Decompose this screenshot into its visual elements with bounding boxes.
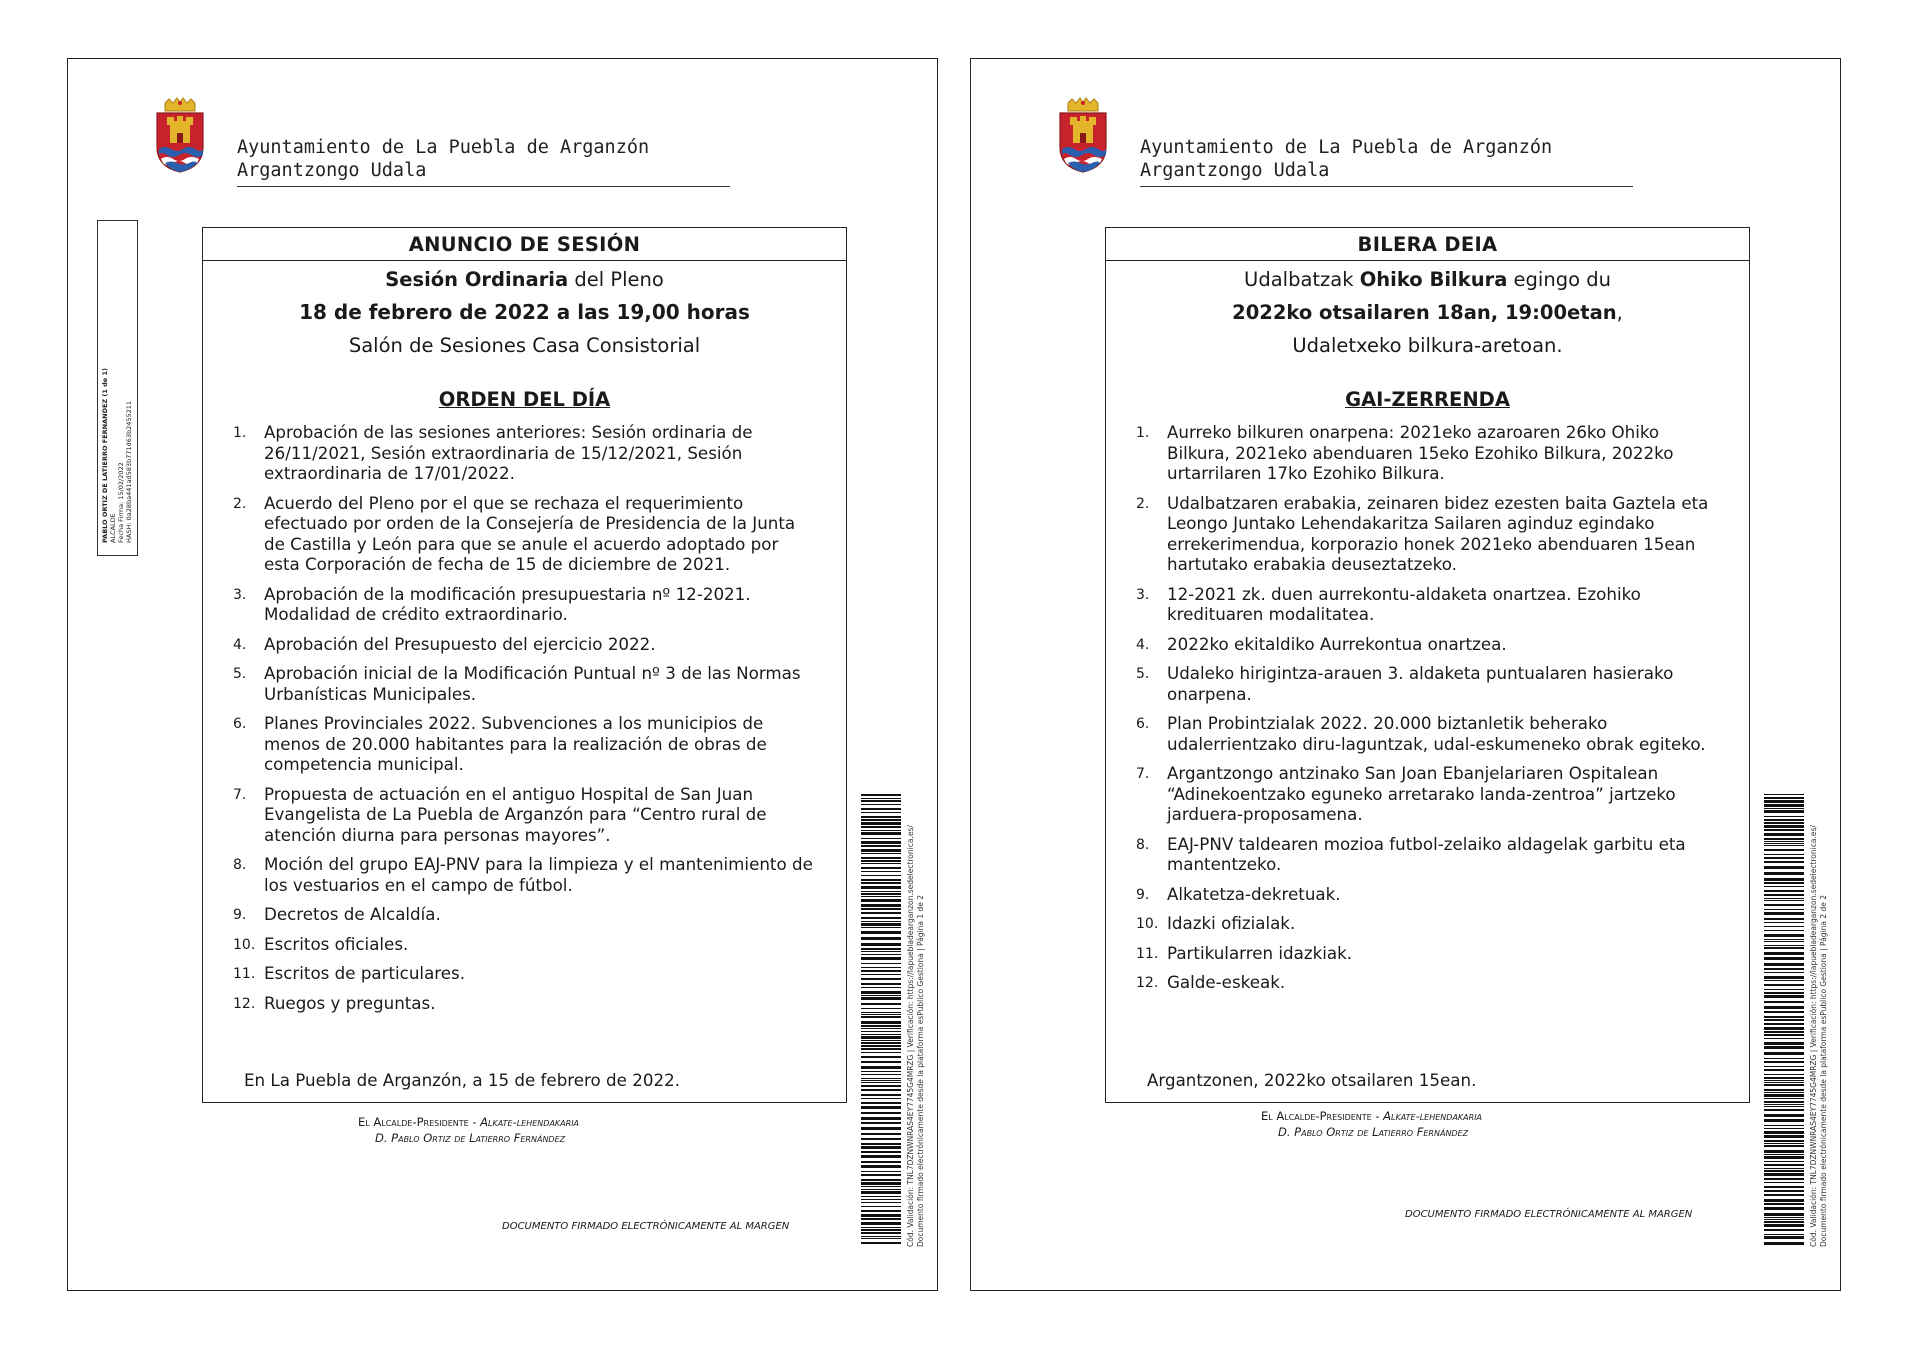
barcode-bar bbox=[1764, 963, 1804, 966]
barcode-bar bbox=[1764, 838, 1804, 840]
barcode-bar bbox=[1764, 1082, 1804, 1083]
barcode-bar bbox=[861, 1242, 901, 1244]
barcode-bar bbox=[1764, 1199, 1804, 1202]
barcode-bar bbox=[861, 808, 901, 810]
barcode-bar bbox=[861, 830, 901, 831]
barcode-bar bbox=[861, 1034, 901, 1035]
barcode-bar bbox=[861, 1112, 901, 1114]
barcode-bar bbox=[861, 1222, 901, 1225]
barcode-bar bbox=[861, 923, 901, 926]
barcode-bar bbox=[861, 1012, 901, 1013]
barcode-bar bbox=[1764, 1125, 1804, 1126]
barcode-bar bbox=[1764, 1135, 1804, 1138]
barcode-bar bbox=[1764, 1207, 1804, 1210]
session-place: Salón de Sesiones Casa Consistorial bbox=[348, 334, 701, 357]
barcode-bar bbox=[861, 983, 901, 985]
barcode-bar bbox=[1764, 882, 1804, 884]
session-date: 2022ko otsailaren 18an, 19:00etan, bbox=[1232, 301, 1623, 324]
signature-role: El Alcalde-Presidente - Alkate-lehendakaria bbox=[1261, 1109, 1483, 1123]
agenda-title: GAI-ZERRENDA bbox=[1345, 388, 1510, 411]
barcode-bar bbox=[1764, 930, 1804, 931]
barcode-bar bbox=[861, 1078, 901, 1079]
list-item: 7. Propuesta de actuación en el antiguo Hospital de San Juan Evangelista de La Puebla de Arganzón para “Centro rural de atención diurna para personas mayores”. bbox=[233, 783, 767, 845]
list-item: 9. Alkatetza-dekretuak. bbox=[1136, 883, 1341, 904]
list-item: 11. Escritos de particulares. bbox=[233, 963, 466, 983]
barcode-bar bbox=[1764, 992, 1804, 994]
barcode-bar bbox=[1764, 1119, 1804, 1122]
barcode-bar bbox=[861, 937, 901, 940]
barcode-bar bbox=[861, 1021, 901, 1024]
barcode-bar bbox=[1764, 1042, 1804, 1045]
barcode-bar bbox=[1764, 995, 1804, 998]
barcode-bar bbox=[1764, 1186, 1804, 1188]
list-item: 4. 2022ko ekitaldiko Aurrekontua onartzea. bbox=[1136, 633, 1507, 654]
barcode-bar bbox=[1764, 1156, 1804, 1159]
barcode-bar bbox=[861, 896, 901, 897]
barcode-bar bbox=[1764, 816, 1804, 817]
barcode-bar bbox=[861, 1052, 901, 1053]
barcode-bar bbox=[861, 904, 901, 907]
list-item: 6. Planes Provinciales 2022. Subvenciones a los municipios de menos de 20.000 habitantes para la realización de obras de competencia municipal. bbox=[233, 713, 767, 774]
barcode-bar bbox=[861, 1214, 901, 1217]
barcode-bar bbox=[861, 1179, 901, 1181]
coat-of-arms-icon bbox=[1056, 97, 1110, 173]
barcode-bar bbox=[861, 1210, 901, 1212]
barcode-bar bbox=[1764, 886, 1804, 887]
barcode-bar bbox=[1764, 1234, 1804, 1235]
page-basque bbox=[970, 58, 1841, 1291]
barcode-bar bbox=[861, 891, 901, 892]
barcode-bar bbox=[1764, 900, 1804, 901]
barcode-bar bbox=[1764, 800, 1804, 803]
barcode-bar bbox=[1764, 918, 1804, 920]
barcode-bar bbox=[1764, 926, 1804, 927]
barcode-icon bbox=[861, 794, 901, 1246]
barcode-bar bbox=[1764, 941, 1804, 942]
barcode-bar bbox=[861, 957, 901, 960]
barcode-bar bbox=[861, 1080, 901, 1081]
barcode-bar bbox=[1764, 922, 1804, 923]
barcode-bar bbox=[861, 943, 901, 946]
barcode-bar bbox=[861, 1036, 901, 1039]
barcode-bar bbox=[1764, 1109, 1804, 1111]
barcode-bar bbox=[1764, 1145, 1804, 1147]
barcode-bar bbox=[861, 816, 901, 818]
barcode-bar bbox=[861, 1122, 901, 1124]
list-item: 5. Aprobación inicial de la Modificación Puntual nº 3 de las Normas Urbanísticas Municipales. bbox=[233, 663, 801, 704]
barcode-bar bbox=[1764, 808, 1804, 809]
barcode-bar bbox=[861, 863, 901, 864]
barcode-bar bbox=[1764, 939, 1804, 940]
list-item: 1. Aprobación de las sesiones anteriores: Sesión ordinaria de 26/11/2021, Sesión extraordinaria de 15/12/2021, Sesión extraordinaria de 17/01/2022. bbox=[233, 422, 753, 483]
verification-text: Cód. Validación: TNL7DZNWNRAS4EY7745G4MRZG | Verificación: https://lapuebladearganzon.sedelectronica.es/ Documento firmado electrónicamente desde la plataforma esPublico Gestiona | Página 1 de 2 bbox=[906, 825, 925, 1247]
barcode-bar bbox=[861, 931, 901, 934]
barcode-bar bbox=[861, 970, 901, 972]
list-item: 10. Escritos oficiales. bbox=[233, 933, 409, 954]
barcode-bar bbox=[1764, 845, 1804, 846]
barcode-bar bbox=[1764, 989, 1804, 990]
barcode-bar bbox=[861, 1066, 901, 1069]
session-place: Udaletxeko bilkura-aretoan. bbox=[1292, 334, 1563, 357]
list-item: 10. Idazki ofizialak. bbox=[1136, 913, 1296, 933]
barcode-bar bbox=[861, 951, 901, 952]
barcode-bar bbox=[1764, 1128, 1804, 1129]
list-item: 9. Decretos de Alcaldía. bbox=[233, 904, 441, 924]
barcode-bar bbox=[861, 963, 901, 964]
barcode-bar bbox=[1764, 1170, 1804, 1172]
barcode-bar bbox=[861, 1186, 901, 1187]
barcode-bar bbox=[1764, 1080, 1804, 1081]
barcode-bar bbox=[1764, 1154, 1804, 1155]
signature-name: D. Pablo Ortiz de Latierro Fernández bbox=[375, 1131, 566, 1145]
barcode-bar bbox=[1764, 1016, 1804, 1018]
coat-of-arms-icon bbox=[153, 97, 207, 173]
barcode-bar bbox=[1764, 1006, 1804, 1009]
barcode-bar bbox=[861, 954, 901, 955]
barcode-bar bbox=[1764, 945, 1804, 946]
barcode-bar bbox=[1764, 849, 1804, 851]
barcode-bar bbox=[1764, 854, 1804, 855]
barcode-bar bbox=[861, 1071, 901, 1072]
barcode-bar bbox=[1764, 1224, 1804, 1227]
barcode-bar bbox=[1764, 1182, 1804, 1183]
list-item: 12. Galde-eskeak. bbox=[1136, 972, 1286, 992]
barcode-bar bbox=[861, 987, 901, 988]
barcode-bar bbox=[1764, 912, 1804, 915]
barcode-bar bbox=[861, 1127, 901, 1130]
barcode-bar bbox=[1764, 825, 1804, 828]
barcode-bar bbox=[861, 1227, 901, 1228]
barcode-bar bbox=[1764, 1161, 1804, 1162]
barcode-bar bbox=[861, 1074, 901, 1075]
barcode-bar bbox=[861, 1042, 901, 1044]
barcode-bar bbox=[1764, 894, 1804, 896]
barcode-bar bbox=[861, 995, 901, 996]
barcode-bar bbox=[861, 908, 901, 910]
list-item: 2. Udalbatzaren erabakia, zeinaren bidez ezesten baita Gaztela eta Leongo Juntako Lehendakaritza Sailaren aginduz egindako errekerimendua, korporazio honek 2021eko abenduaren 15ean hartutako erabakia deuseztatzeko. bbox=[1136, 492, 1709, 574]
barcode-bar bbox=[1764, 797, 1804, 799]
barcode-bar bbox=[1764, 1242, 1804, 1245]
barcode-bar bbox=[1764, 1077, 1804, 1079]
list-item: 2. Acuerdo del Pleno por el que se rechaza el requerimiento efectuado por orden de la Consejería de Presidencia de la Junta de Castilla y León para que se anule el acuerdo adoptado por esta Corporación de fecha de 15 de diciembre de 2021. bbox=[233, 492, 796, 574]
barcode-bar bbox=[1764, 968, 1804, 970]
barcode-bar bbox=[1764, 904, 1804, 906]
barcode-bar bbox=[861, 1146, 901, 1149]
barcode-bar bbox=[861, 826, 901, 828]
stamp-line: PABLO ORTIZ DE LATIERRO FERNANDEZ (1 de 1) bbox=[101, 368, 109, 543]
barcode-bar bbox=[861, 871, 901, 872]
barcode-bar bbox=[861, 1174, 901, 1176]
barcode-bar bbox=[861, 1025, 901, 1027]
barcode-bar bbox=[861, 974, 901, 975]
barcode-bar bbox=[1764, 829, 1804, 831]
barcode-bar bbox=[1764, 1011, 1804, 1013]
barcode-bar bbox=[861, 893, 901, 895]
barcode-bar bbox=[1764, 1150, 1804, 1153]
barcode-bar bbox=[861, 879, 901, 881]
notice-box bbox=[202, 227, 847, 1103]
barcode-bar bbox=[1764, 1213, 1804, 1216]
barcode-bar bbox=[861, 1056, 901, 1058]
barcode-bar bbox=[861, 1117, 901, 1120]
barcode-bar bbox=[861, 819, 901, 821]
agenda-list bbox=[203, 422, 846, 1013]
list-item: 11. Partikularren idazkiak. bbox=[1136, 942, 1353, 963]
barcode-bar bbox=[1764, 1114, 1804, 1117]
barcode-bar bbox=[861, 1229, 901, 1231]
barcode-bar bbox=[861, 1165, 901, 1168]
stamp-line: HASH: 0a28ba441ad583b771d63b2455211 bbox=[125, 400, 133, 543]
barcode-bar bbox=[1764, 1031, 1804, 1033]
barcode-bar bbox=[1764, 1219, 1804, 1220]
barcode-bar bbox=[1764, 819, 1804, 821]
barcode-bar bbox=[1764, 1061, 1804, 1063]
barcode-bar bbox=[1764, 1092, 1804, 1093]
page-spanish bbox=[67, 58, 938, 1291]
barcode-bar bbox=[1764, 1164, 1804, 1166]
session-type-line: Udalbatzak Ohiko Bilkura egingo du bbox=[1244, 268, 1611, 291]
barcode-bar bbox=[861, 978, 901, 980]
letterhead-line1: Ayuntamiento de La Puebla de Arganzón bbox=[1140, 137, 1553, 158]
barcode-bar bbox=[861, 853, 901, 854]
barcode-bar bbox=[1764, 1027, 1804, 1030]
barcode-bar bbox=[1764, 976, 1804, 979]
barcode-bar bbox=[861, 1045, 901, 1047]
barcode-bar bbox=[861, 899, 901, 902]
barcode-bar bbox=[1764, 909, 1804, 910]
barcode-bar bbox=[1764, 1019, 1804, 1021]
barcode-bar bbox=[861, 1003, 901, 1005]
barcode-bar bbox=[861, 1232, 901, 1234]
barcode-bar bbox=[861, 967, 901, 968]
barcode-bar bbox=[861, 1048, 901, 1050]
barcode-bar bbox=[1764, 1104, 1804, 1105]
signature-note: DOCUMENTO FIRMADO ELECTRÓNICAMENTE AL MARGEN bbox=[1405, 1209, 1693, 1220]
list-item: 1. Aurreko bilkuren onarpena: 2021eko azaroaren 26ko Ohiko Bilkura, 2021eko abenduaren 15eko Ezohiko Bilkura, 2022ko urtarrilaren 17ko Ezohiko Bilkura. bbox=[1136, 422, 1674, 483]
barcode-bar bbox=[1764, 980, 1804, 981]
barcode-bar bbox=[1764, 1140, 1804, 1142]
barcode-bar bbox=[1764, 1101, 1804, 1103]
notice-title: ANUNCIO DE SESIÓN bbox=[203, 228, 846, 261]
closing-line: En La Puebla de Arganzón, a 15 de febrero de 2022. bbox=[244, 1070, 680, 1090]
barcode-bar bbox=[861, 1089, 901, 1091]
barcode-bar bbox=[861, 1171, 901, 1172]
barcode-bar bbox=[1764, 1168, 1804, 1169]
barcode-bar bbox=[861, 1155, 901, 1158]
barcode-bar bbox=[1764, 947, 1804, 949]
list-item: 3. 12-2021 zk. duen aurrekontu-aldaketa onartzea. Ezohiko kredituaren modalitatea. bbox=[1136, 583, 1641, 624]
barcode-bar bbox=[1764, 1084, 1804, 1086]
session-date: 18 de febrero de 2022 a las 19,00 horas bbox=[299, 300, 750, 324]
barcode-bar bbox=[1764, 934, 1804, 937]
barcode-bar bbox=[861, 794, 901, 796]
list-item: 3. Aprobación de la modificación presupuestaria nº 12-2021. Modalidad de crédito extraordinario. bbox=[233, 583, 751, 624]
session-type-line: Sesión Ordinaria del Pleno bbox=[385, 268, 664, 291]
barcode-bar bbox=[1764, 984, 1804, 986]
barcode-bar bbox=[861, 1151, 901, 1153]
barcode-bar bbox=[1764, 794, 1804, 795]
barcode-bar bbox=[861, 1014, 901, 1015]
stamp-line: Fecha Firma: 15/02/2022 bbox=[117, 462, 125, 543]
letterhead-line1: Ayuntamiento de La Puebla de Arganzón bbox=[237, 137, 650, 158]
barcode-bar bbox=[861, 1133, 901, 1135]
barcode-bar bbox=[1764, 843, 1804, 844]
barcode-bar bbox=[1764, 1190, 1804, 1192]
barcode-bar bbox=[1764, 1066, 1804, 1067]
barcode-bar bbox=[861, 1206, 901, 1207]
barcode-bar bbox=[861, 886, 901, 889]
barcode-bar bbox=[861, 1238, 901, 1239]
barcode-bar bbox=[1764, 898, 1804, 899]
barcode-bar bbox=[1764, 1089, 1804, 1091]
barcode-bar bbox=[1764, 1178, 1804, 1180]
list-item: 7. Argantzongo antzinako San Joan Ebanjelariaren Ospitalean “Adinekoentzako eguneko arretarako landa-zentroa” jartzeko jarduera-proposamena. bbox=[1136, 763, 1676, 824]
barcode-bar bbox=[1764, 878, 1804, 881]
agenda-list bbox=[1106, 422, 1749, 993]
barcode-bar bbox=[861, 1008, 901, 1009]
barcode-bar bbox=[1764, 804, 1804, 807]
barcode-bar bbox=[861, 822, 901, 825]
barcode-bar bbox=[861, 1218, 901, 1220]
notice-title: BILERA DEIA bbox=[1106, 228, 1749, 261]
barcode-bar bbox=[1764, 1052, 1804, 1055]
barcode-icon bbox=[1764, 794, 1804, 1246]
barcode-bar bbox=[861, 857, 901, 859]
barcode-bar bbox=[1764, 857, 1804, 859]
barcode-bar bbox=[1764, 1143, 1804, 1144]
barcode-bar bbox=[861, 1236, 901, 1237]
barcode-bar bbox=[861, 1191, 901, 1194]
list-item: 6. Plan Probintzialak 2022. 20.000 biztanletik beherako udalerrientzako diru-laguntzak, udal-eskumeneko obrak egiteko. bbox=[1136, 713, 1706, 754]
barcode-bar bbox=[861, 927, 901, 928]
barcode-bar bbox=[861, 1085, 901, 1087]
barcode-bar bbox=[861, 882, 901, 884]
barcode-bar bbox=[861, 1143, 901, 1145]
barcode-bar bbox=[861, 1028, 901, 1029]
barcode-bar bbox=[1764, 1034, 1804, 1036]
barcode-bar bbox=[1764, 952, 1804, 955]
barcode-bar bbox=[1764, 1236, 1804, 1239]
barcode-bar bbox=[1764, 1106, 1804, 1107]
barcode-bar bbox=[861, 800, 901, 802]
barcode-bar bbox=[861, 841, 901, 844]
barcode-bar bbox=[861, 798, 901, 799]
barcode-bar bbox=[861, 1161, 901, 1163]
barcode-bar bbox=[861, 1199, 901, 1200]
notice-box bbox=[1105, 227, 1750, 1103]
stamp-line: ALCALDE bbox=[109, 513, 117, 543]
barcode-bar bbox=[1764, 957, 1804, 960]
barcode-bar bbox=[1764, 972, 1804, 973]
barcode-bar bbox=[1764, 1001, 1804, 1003]
barcode-bar bbox=[861, 1106, 901, 1109]
barcode-bar bbox=[1764, 810, 1804, 813]
barcode-bar bbox=[861, 832, 901, 835]
list-item: 12. Ruegos y preguntas. bbox=[233, 992, 436, 1013]
letterhead-line2: Argantzongo Udala bbox=[1140, 160, 1330, 181]
barcode-bar bbox=[1764, 1069, 1804, 1071]
barcode-bar bbox=[1764, 861, 1804, 863]
barcode-bar bbox=[861, 991, 901, 994]
barcode-bar bbox=[1764, 1217, 1804, 1218]
barcode-bar bbox=[861, 921, 901, 922]
list-item: 4. Aprobación del Presupuesto del ejercicio 2022. bbox=[233, 633, 656, 654]
barcode-bar bbox=[861, 917, 901, 919]
barcode-bar bbox=[861, 1189, 901, 1190]
barcode-bar bbox=[861, 1016, 901, 1018]
barcode-bar bbox=[1764, 866, 1804, 869]
verification-text: Cód. Validación: TNL7DZNWNRAS4EY7745G4MRZG | Verificación: https://lapuebladearganzon.sedelectronica.es/ Documento firmado electrónicamente desde la plataforma esPublico Gestiona | Página 2 de 2 bbox=[1809, 825, 1828, 1247]
barcode-bar bbox=[1764, 833, 1804, 836]
barcode-bar bbox=[861, 1061, 901, 1063]
barcode-bar bbox=[861, 1102, 901, 1104]
barcode-bar bbox=[1764, 1173, 1804, 1176]
barcode-bar bbox=[861, 1082, 901, 1083]
barcode-bar bbox=[861, 1098, 901, 1099]
barcode-bar bbox=[861, 912, 901, 914]
signature-note: DOCUMENTO FIRMADO ELECTRÓNICAMENTE AL MARGEN bbox=[502, 1221, 790, 1232]
barcode-bar bbox=[1764, 1131, 1804, 1134]
list-item: 8. Moción del grupo EAJ-PNV para la limpieza y el mantenimiento de los vestuarios en el campo de fútbol. bbox=[233, 854, 813, 895]
barcode-bar bbox=[861, 1196, 901, 1197]
barcode-bar bbox=[861, 812, 901, 813]
barcode-bar bbox=[861, 1031, 901, 1032]
barcode-bar bbox=[861, 1040, 901, 1041]
barcode-bar bbox=[861, 875, 901, 876]
barcode-bar bbox=[861, 948, 901, 950]
closing-line: Argantzonen, 2022ko otsailaren 15ean. bbox=[1147, 1070, 1477, 1090]
barcode-bar bbox=[861, 1094, 901, 1096]
barcode-bar bbox=[861, 1182, 901, 1185]
letterhead bbox=[1140, 136, 1633, 187]
list-item: 5. Udaleko hirigintza-arauen 3. aldaketa puntualaren hasierako onarpena. bbox=[1136, 663, 1674, 704]
signature-role: El Alcalde-Presidente - Alkate-lehendakaria bbox=[358, 1115, 580, 1129]
barcode-bar bbox=[1764, 1038, 1804, 1039]
barcode-bar bbox=[1764, 841, 1804, 842]
barcode-bar bbox=[861, 860, 901, 862]
barcode-bar bbox=[1764, 1229, 1804, 1231]
barcode-bar bbox=[861, 867, 901, 869]
signature-name: D. Pablo Ortiz de Latierro Fernández bbox=[1278, 1125, 1469, 1139]
barcode-bar bbox=[861, 849, 901, 852]
barcode-bar bbox=[861, 997, 901, 1000]
barcode-bar bbox=[1764, 1074, 1804, 1075]
barcode-bar bbox=[861, 1138, 901, 1140]
barcode-bar bbox=[1764, 1203, 1804, 1205]
letterhead bbox=[237, 136, 730, 187]
barcode-bar bbox=[861, 838, 901, 839]
agenda-title: ORDEN DEL DÍA bbox=[438, 388, 611, 411]
barcode-bar bbox=[861, 804, 901, 805]
barcode-bar bbox=[861, 845, 901, 847]
list-item: 8. EAJ-PNV taldearen mozioa futbol-zelaiko aldagelak garbitu eta mantentzeko. bbox=[1136, 833, 1686, 874]
barcode-bar bbox=[1764, 890, 1804, 892]
letterhead-line2: Argantzongo Udala bbox=[237, 160, 427, 181]
barcode-bar bbox=[1764, 872, 1804, 875]
barcode-bar bbox=[1764, 1046, 1804, 1049]
barcode-bar bbox=[1764, 1221, 1804, 1223]
barcode-bar bbox=[1764, 822, 1804, 824]
signature-stamp bbox=[97, 220, 138, 556]
barcode-bar bbox=[1764, 1023, 1804, 1025]
barcode-bar bbox=[1764, 1094, 1804, 1097]
barcode-bar bbox=[1764, 1098, 1804, 1099]
barcode-bar bbox=[1764, 1194, 1804, 1196]
barcode-bar bbox=[1764, 1058, 1804, 1059]
barcode-bar bbox=[861, 1202, 901, 1203]
